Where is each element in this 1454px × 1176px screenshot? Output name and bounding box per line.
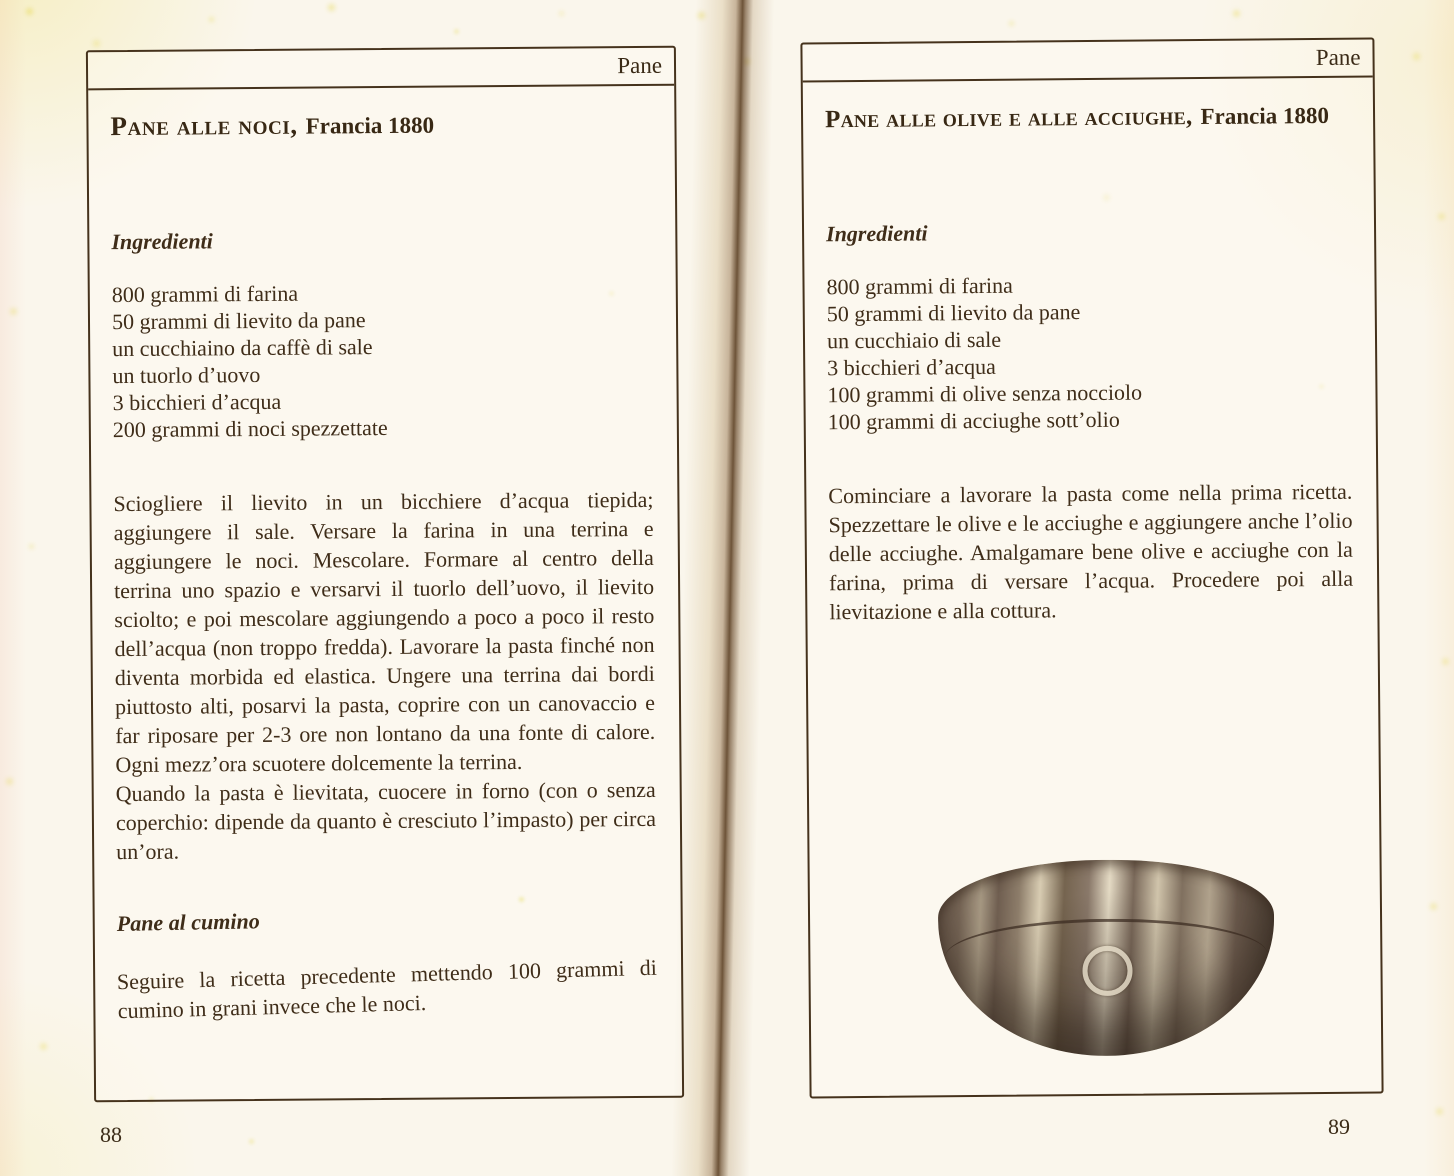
right-instructions bbox=[828, 477, 1353, 627]
right-running-head-band bbox=[802, 40, 1372, 83]
left-recipe-title bbox=[110, 102, 650, 143]
metal-bowl-illustration bbox=[938, 858, 1276, 1057]
instructions-paragraph: Quando la pasta è lievitata, cuocere in forno (con o senza coperchio: dipende da quanto è cresciuto l’impasto) per circa un’ora. bbox=[115, 776, 657, 865]
left-ingredients-heading: Ingredienti bbox=[111, 228, 213, 255]
right-page-content bbox=[803, 94, 1378, 627]
right-recipe-title-origin: Francia 1880 bbox=[1200, 102, 1330, 130]
left-page-content bbox=[88, 102, 681, 1024]
ingredient-item: 100 grammi di acciughe sott’olio bbox=[827, 406, 1120, 435]
left-instructions bbox=[113, 485, 656, 866]
ingredient-item: un tuorlo d’uovo bbox=[112, 361, 261, 389]
ingredient-item: 50 grammi di lievito da pane bbox=[111, 307, 366, 335]
ingredient-item: 50 grammi di lievito da pane bbox=[826, 299, 1081, 327]
book-spine-gutter bbox=[671, 0, 792, 1176]
right-page bbox=[800, 38, 1383, 1099]
ingredient-item: 200 grammi di noci spezzettate bbox=[112, 414, 388, 443]
variant-recipe-text: Seguire la ricetta precedente mettendo 100 grammi di cumino in grani invece che le noci. bbox=[116, 954, 658, 1024]
ingredient-item: 3 bicchieri d’acqua bbox=[112, 388, 282, 416]
bowl-photo bbox=[938, 858, 1276, 1057]
left-page bbox=[86, 46, 684, 1103]
right-recipe-title-name: Pane alle olive e alle acciughe, bbox=[824, 103, 1193, 134]
right-ingredients-heading: Ingredienti bbox=[825, 220, 928, 247]
instructions-paragraph: Cominciare a lavorare la pasta come nella prima ricetta. Spezzettare le olive e le acciughe e aggiungere anche l’olio delle acciughe. Amalgamare bene olive e acciughe con la farina, prima di versare l’acqua. Procedere poi alla lievitazione e alla cottura. bbox=[828, 478, 1354, 625]
paper-speckles bbox=[0, 0, 3, 3]
left-recipe-title-origin: Francia 1880 bbox=[305, 112, 435, 139]
ingredient-item: 100 grammi di olive senza nocciolo bbox=[827, 379, 1143, 408]
instructions-paragraph: Sciogliere il lievito in un bicchiere d’acqua tiepida; aggiungere il sale. Versare la farina in una terrina e aggiungere le noci. Mescolare. Formare al centro della terrina uno spazio e versarvi il tuorlo dell’uovo, il lievito sciolto; e poi mescolare aggiungendo a poco a poco il resto dell’acqua (non troppo fredda). Lavorare la pasta finché non diventa morbida ed elastica. Ungere una terrina dai bordi piuttosto alti, posarvi la pasta, coprire con un canovaccio e far riposare per 2-3 ore non lontano da una fonte di calore. Ogni mezz’ora scuotere dolcemente la terrina. bbox=[113, 486, 656, 778]
left-running-head: Pane bbox=[617, 52, 663, 79]
variant-recipe-heading: Pane al cumino bbox=[116, 908, 260, 936]
ingredient-item: un cucchiaio di sale bbox=[826, 326, 1002, 354]
ingredient-item: 800 grammi di farina bbox=[826, 272, 1013, 300]
left-recipe-title-name: Pane alle noci, bbox=[110, 109, 298, 142]
right-recipe-title bbox=[825, 94, 1349, 136]
ingredient-item: un cucchiaino da caffè di sale bbox=[112, 334, 373, 362]
right-page-number: 89 bbox=[1328, 1114, 1350, 1139]
left-running-head-band bbox=[88, 48, 674, 91]
right-running-head: Pane bbox=[1315, 44, 1361, 71]
ingredient-item: 800 grammi di farina bbox=[111, 280, 299, 308]
right-ingredients-list bbox=[826, 269, 1351, 436]
left-page-number: 88 bbox=[100, 1122, 122, 1147]
left-ingredients-list bbox=[112, 277, 653, 443]
ingredient-item: 3 bicchieri d’acqua bbox=[827, 353, 996, 381]
